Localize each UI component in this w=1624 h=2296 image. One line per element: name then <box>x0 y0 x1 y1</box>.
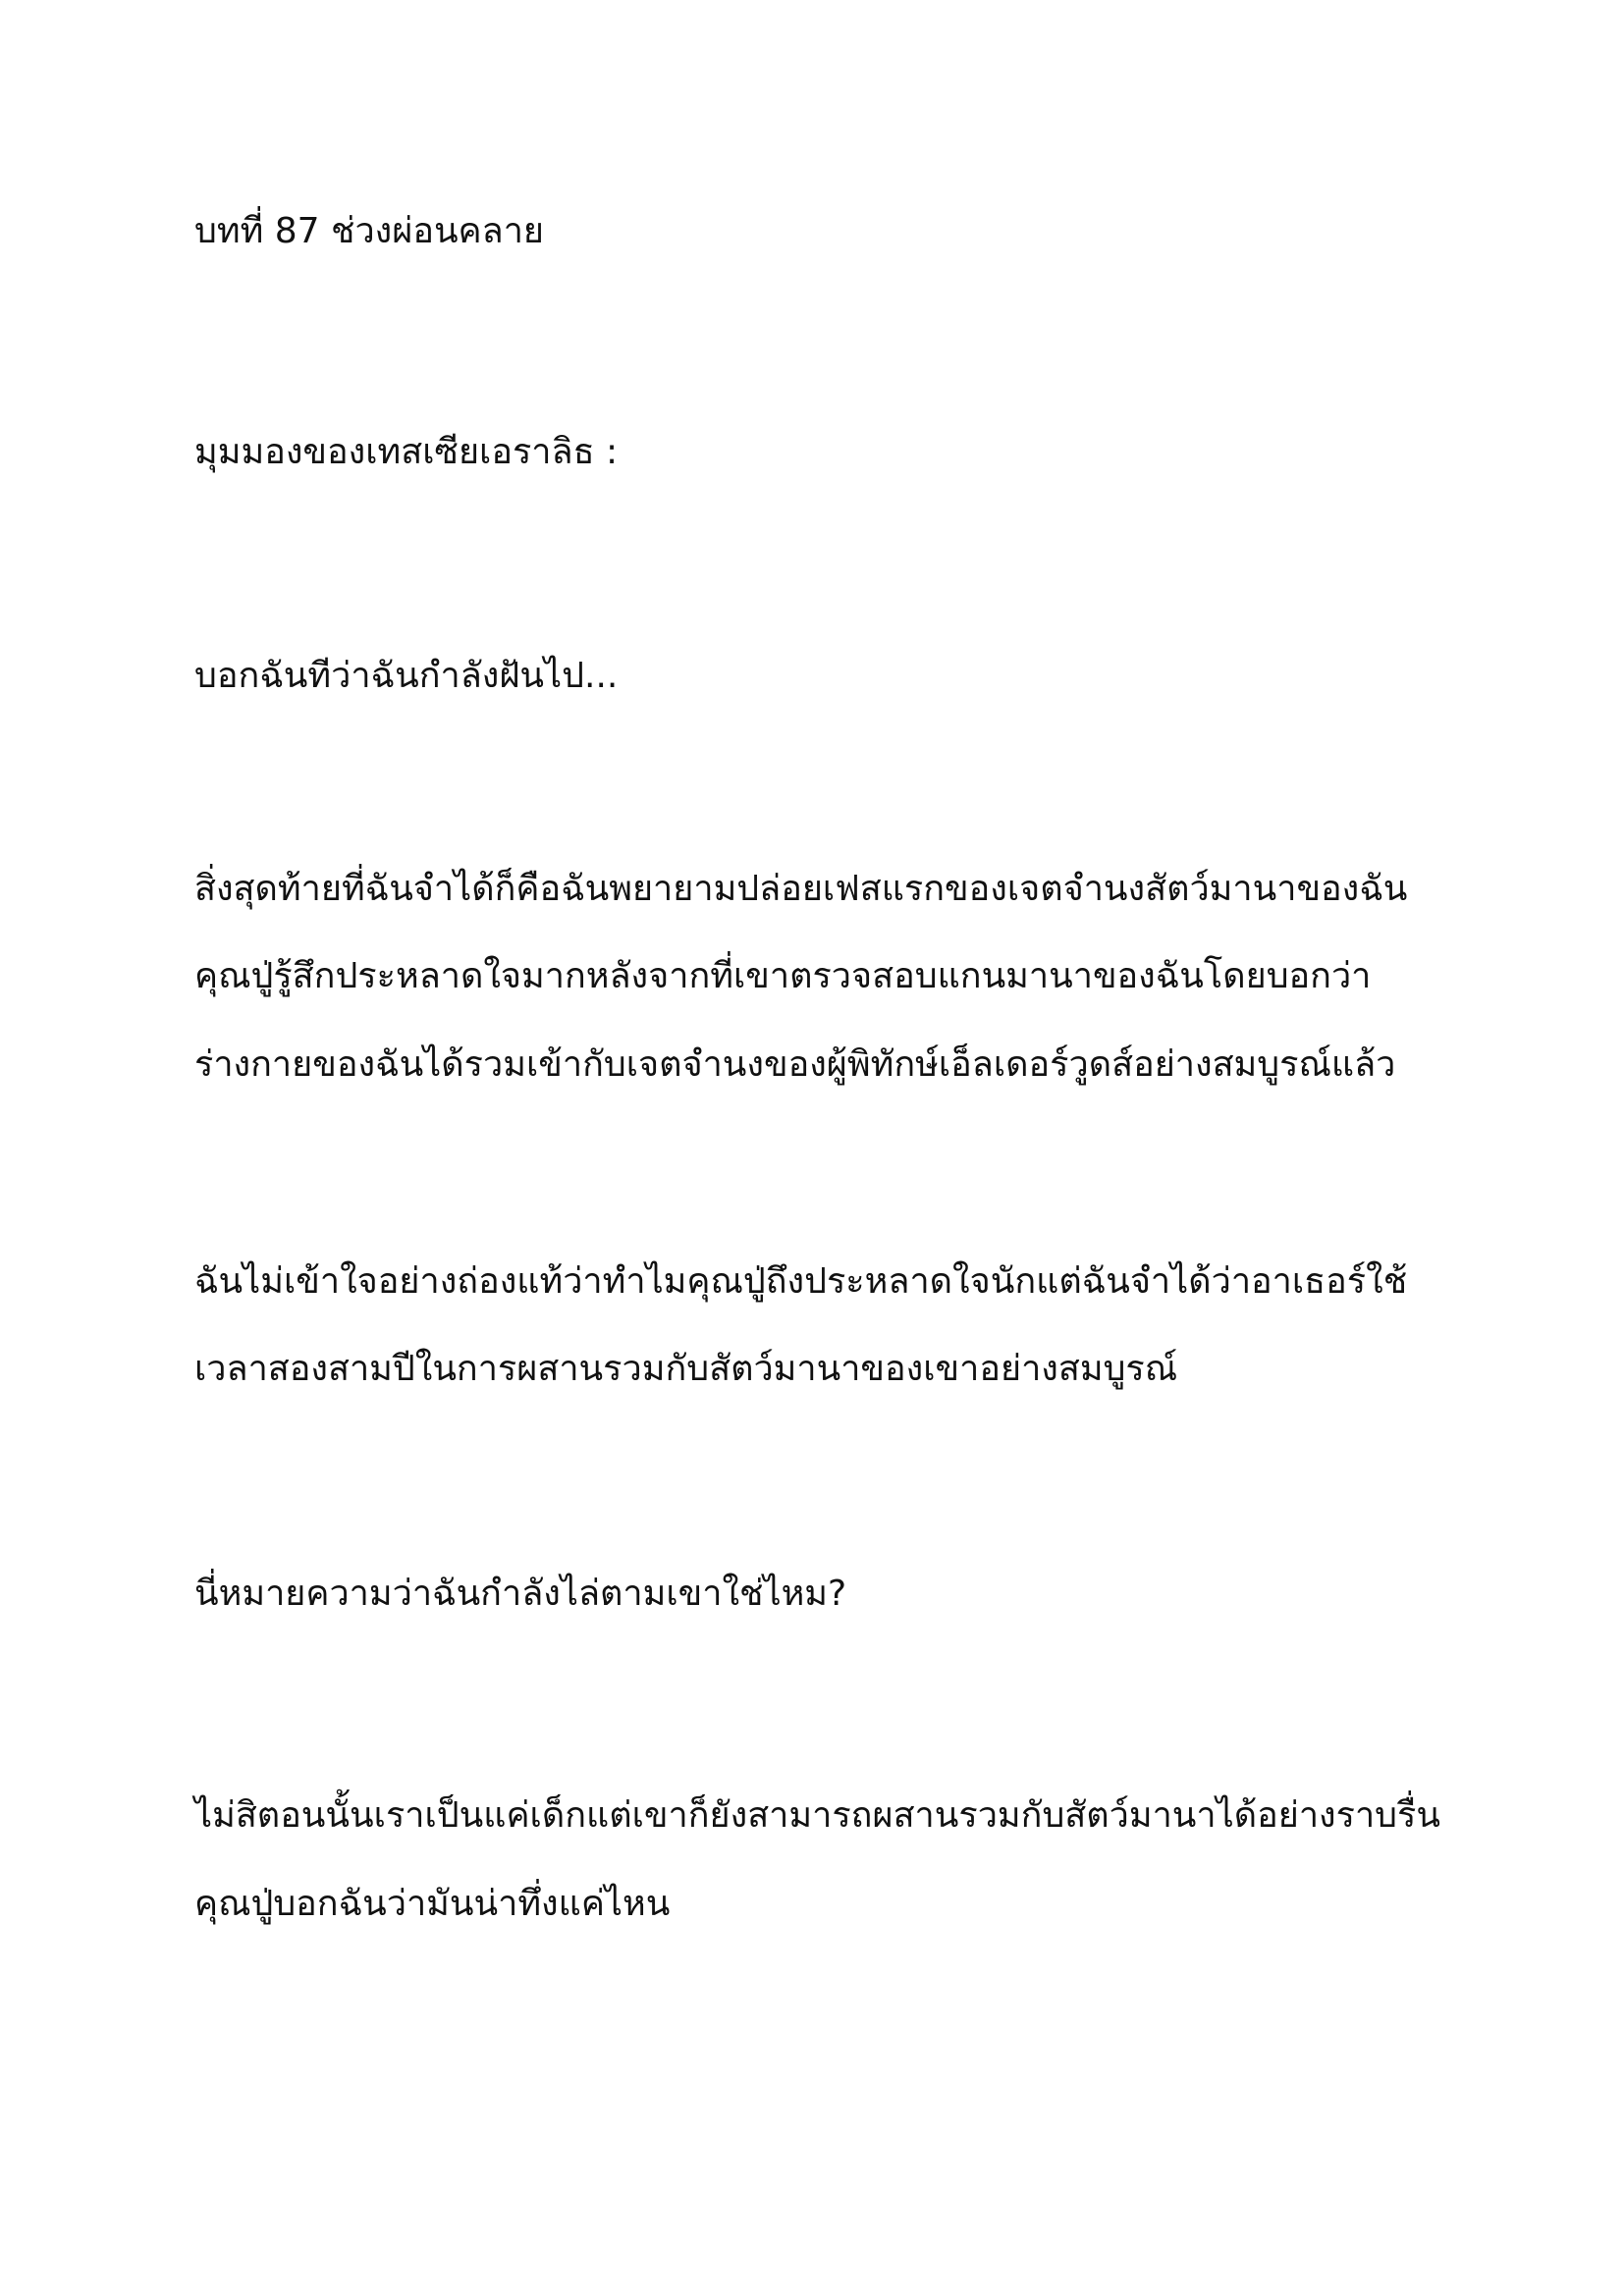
paragraph-4-line-1: นี่หมายความว่าฉันกำลังไล่ตามเขาใช่ไหม? <box>194 1574 847 1614</box>
pov-heading: มุมมองของเทสเซียเอราลิธ : <box>194 432 619 472</box>
paragraph-2-line-2: คุณปู่รู้สึกประหลาดใจมากหลังจากที่เขาตรวจสอบแกนมานาของฉันโดยบอกว่า <box>194 956 1372 996</box>
paragraph-3-line-2: เวลาสองสามปีในการผสานรวมกับสัตว์มานาของเขาอย่างสมบูรณ์ <box>194 1349 1178 1389</box>
paragraph-5-line-2: คุณปู่บอกฉันว่ามันน่าทึ่งแค่ไหน <box>194 1884 671 1924</box>
paragraph-2-line-1: สิ่งสุดท้ายที่ฉันจำได้ก็คือฉันพยายามปล่อยเฟสแรกของเจตจำนงสัตว์มานาของฉัน <box>194 869 1408 909</box>
paragraph-3-line-1: ฉันไม่เข้าใจอย่างถ่องแท้ว่าทำไมคุณปู่ถึงประหลาดใจนักแต่ฉันจำได้ว่าอาเธอร์ใช้ <box>194 1261 1408 1302</box>
paragraph-2-line-3: ร่างกายของฉันได้รวมเข้ากับเจตจำนงของผู้พิทักษ์เอ็ลเดอร์วูดส์อย่างสมบูรณ์แล้ว <box>194 1044 1396 1085</box>
paragraph-1-line-1: บอกฉันทีว่าฉันกำลังฝันไป... <box>194 656 619 696</box>
chapter-title: บทที่ 87 ช่วงผ่อนคลาย <box>194 211 545 251</box>
paragraph-5-line-1: ไม่สิตอนนั้นเราเป็นแค่เด็กแต่เขาก็ยังสามารถผสานรวมกับสัตว์มานาได้อย่างราบรื่น <box>194 1795 1440 1836</box>
